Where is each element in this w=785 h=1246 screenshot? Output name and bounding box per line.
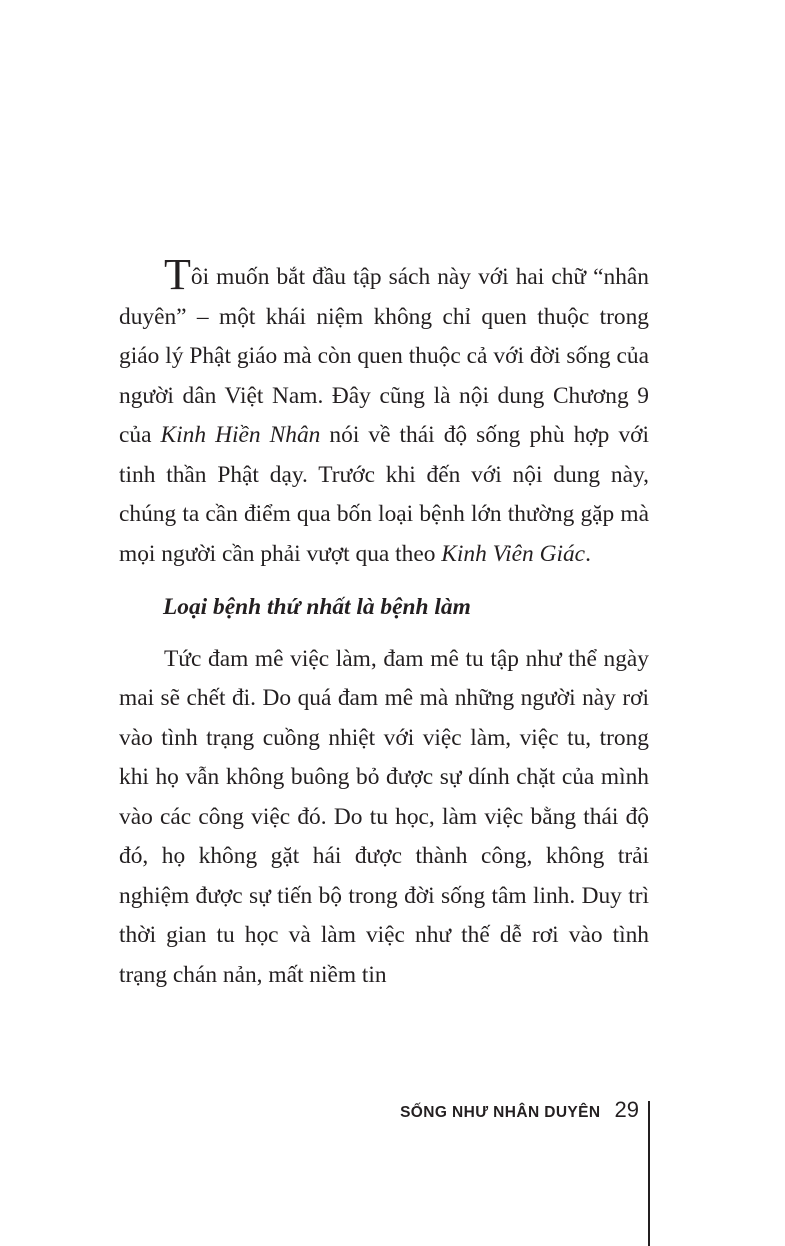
section-heading: Loại bệnh thứ nhất là bệnh làm xyxy=(163,594,471,620)
intro-text-1: ôi muốn bắt đầu tập sách này với hai chữ “nhân duyên” – một khái niệm không chỉ quen thuộc trong giáo lý Phật giáo mà còn quen thuộc cả với đời sống của người dân Việt Nam. Đây cũng là nội dung Chương 9 của xyxy=(119,264,649,448)
book-title-1: Kinh Hiền Nhân xyxy=(160,422,321,448)
body-text xyxy=(119,250,650,995)
intro-text-3: . xyxy=(585,540,591,567)
section-paragraph: Tức đam mê việc làm, đam mê tu tập như thể ngày mai sẽ chết đi. Do quá đam mê mà những người này rơi vào tình trạng cuồng nhiệt với việc làm, việc tu, trong khi họ vẫn không buông bỏ được sự dính chặt của mình vào các công việc đó. Do tu học, làm việc bằng thái độ đó, họ không gặt hái được thành công, không trải nghiệm được sự tiến bộ trong đời sống tâm linh. Duy trì thời gian tu học và làm việc như thế dễ rơi vào tình trạng chán nản, mất niềm tin xyxy=(119,645,649,988)
intro-text-2: nói về thái độ sống phù hợp với tinh thần Phật dạy. Trước khi đến với nội dung này, chúng ta cần điểm qua bốn loại bệnh lớn thường gặp mà mọi người cần phải vượt qua theo xyxy=(119,422,650,567)
book-title-2: Kinh Viên Giác xyxy=(441,540,586,567)
page-number: 29 xyxy=(614,1097,639,1122)
intro-paragraph xyxy=(119,250,650,574)
vertical-rule xyxy=(648,1101,650,1246)
page-footer xyxy=(400,1097,639,1123)
running-title: SỐNG NHƯ NHÂN DUYÊN xyxy=(400,1104,601,1121)
drop-cap: T xyxy=(164,250,191,299)
